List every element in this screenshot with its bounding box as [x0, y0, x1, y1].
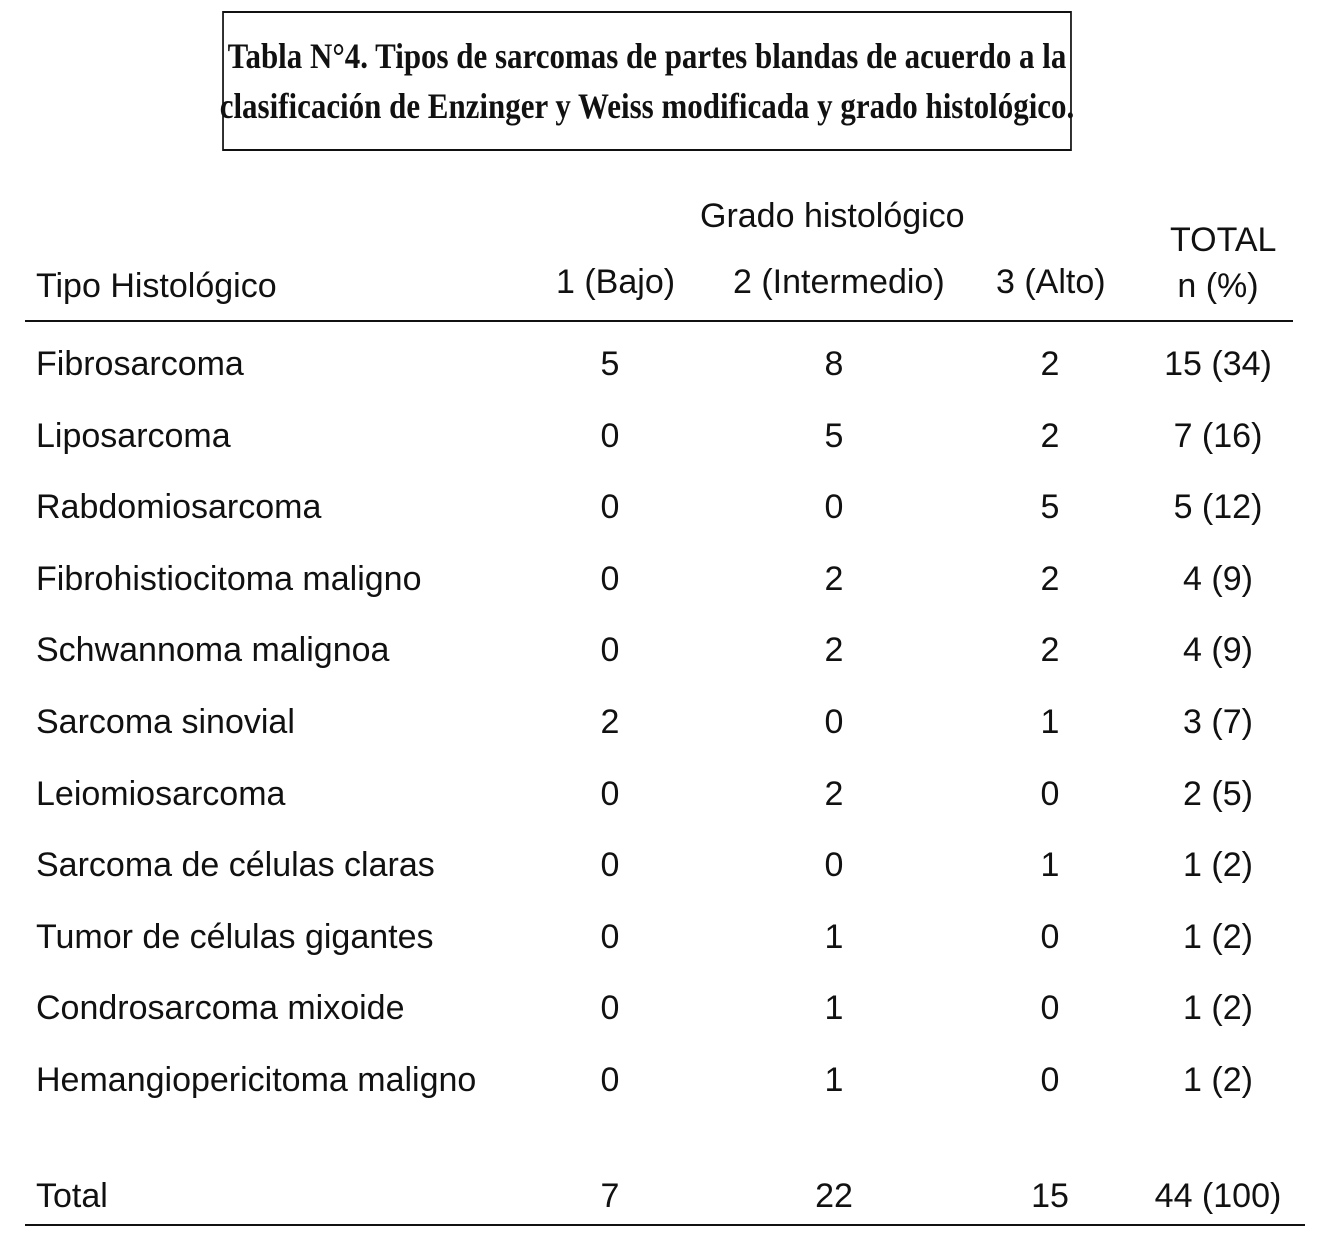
table-row-9-g3: 0	[1040, 989, 1060, 1027]
table-row-0-g1: 5	[600, 345, 620, 383]
table-row-7-g2: 0	[824, 846, 844, 884]
table-row-8-g2: 1	[824, 918, 844, 956]
total-header-line-1: TOTAL	[1170, 221, 1277, 259]
table-row-2-g1: 0	[600, 488, 620, 526]
table-row-2-g3: 5	[1040, 488, 1060, 526]
total-header-line-2: n (%)	[1177, 267, 1259, 305]
bottom-rule	[25, 1224, 1305, 1226]
table-row-4-g3: 2	[1040, 631, 1060, 669]
table-row-6-g1: 0	[600, 775, 620, 813]
table-row-4-g1: 0	[600, 631, 620, 669]
table-row-2-name: Rabdomiosarcoma	[36, 488, 322, 526]
table-row-1-total: 7 (16)	[1173, 417, 1263, 455]
table-row-9-name: Condrosarcoma mixoide	[36, 989, 405, 1027]
table-row-7-g1: 0	[600, 846, 620, 884]
table-row-8-name: Tumor de células gigantes	[36, 918, 434, 956]
grade1-column-header: 1 (Bajo)	[556, 263, 676, 301]
table-row-4-g2: 2	[824, 631, 844, 669]
table-row-5-g1: 2	[600, 703, 620, 741]
table-row-6-total: 2 (5)	[1183, 775, 1253, 813]
table-row-0-name: Fibrosarcoma	[36, 345, 244, 383]
table-row-5-g3: 1	[1040, 703, 1060, 741]
table-row-1-g3: 2	[1040, 417, 1060, 455]
type-column-header: Tipo Histológico	[36, 267, 277, 305]
table-row-0-total: 15 (34)	[1164, 345, 1272, 383]
table-row-10-g2: 1	[824, 1061, 844, 1099]
table-row-10-total: 1 (2)	[1183, 1061, 1253, 1099]
table-row-0-g2: 8	[824, 345, 844, 383]
table-row-3-name: Fibrohistiocitoma maligno	[36, 560, 422, 598]
table-row-2-total: 5 (12)	[1173, 488, 1263, 526]
grade2-column-header: 2 (Intermedio)	[733, 263, 945, 301]
table-row-8-g3: 0	[1040, 918, 1060, 956]
total-row-name: Total	[36, 1177, 108, 1215]
grade3-column-header: 3 (Alto)	[996, 263, 1106, 301]
table-row-5-name: Sarcoma sinovial	[36, 703, 295, 741]
table-row-10-g1: 0	[600, 1061, 620, 1099]
table-row-1-g1: 0	[600, 417, 620, 455]
table-row-7-total: 1 (2)	[1183, 846, 1253, 884]
table-row-6-name: Leiomiosarcoma	[36, 775, 286, 813]
total-row-g3: 15	[1031, 1177, 1069, 1215]
table-row-1-name: Liposarcoma	[36, 417, 231, 455]
table-row-4-name: Schwannoma malignoa	[36, 631, 390, 669]
table-row-2-g2: 0	[824, 488, 844, 526]
grade-group-header: Grado histológico	[700, 197, 965, 235]
table-row-3-g3: 2	[1040, 560, 1060, 598]
total-row-g1: 7	[600, 1177, 620, 1215]
table-row-7-name: Sarcoma de células claras	[36, 846, 435, 884]
table-caption	[219, 11, 1075, 151]
table-row-6-g2: 2	[824, 775, 844, 813]
table-row-10-name: Hemangiopericitoma maligno	[36, 1061, 477, 1099]
caption-line-1: Tabla N°4. Tipos de sarcomas de partes blandas de acuerdo a la	[227, 36, 1067, 76]
table-row-5-g2: 0	[824, 703, 844, 741]
table-row-3-g1: 0	[600, 560, 620, 598]
table-row-9-total: 1 (2)	[1183, 989, 1253, 1027]
total-row-total: 44 (100)	[1154, 1177, 1282, 1215]
table-row-9-g1: 0	[600, 989, 620, 1027]
table-row-6-g3: 0	[1040, 775, 1060, 813]
table-row-3-g2: 2	[824, 560, 844, 598]
header-rule	[25, 320, 1293, 322]
table-row-8-total: 1 (2)	[1183, 918, 1253, 956]
table-row-7-g3: 1	[1040, 846, 1060, 884]
table-row-0-g3: 2	[1040, 345, 1060, 383]
table-row-8-g1: 0	[600, 918, 620, 956]
total-row-g2: 22	[815, 1177, 853, 1215]
table-row-4-total: 4 (9)	[1183, 631, 1253, 669]
table-row-10-g3: 0	[1040, 1061, 1060, 1099]
table-row-1-g2: 5	[824, 417, 844, 455]
table-row-3-total: 4 (9)	[1183, 560, 1253, 598]
table-row-9-g2: 1	[824, 989, 844, 1027]
table-row-5-total: 3 (7)	[1183, 703, 1253, 741]
caption-line-2: clasificación de Enzinger y Weiss modificada y grado histológico.	[219, 86, 1075, 126]
